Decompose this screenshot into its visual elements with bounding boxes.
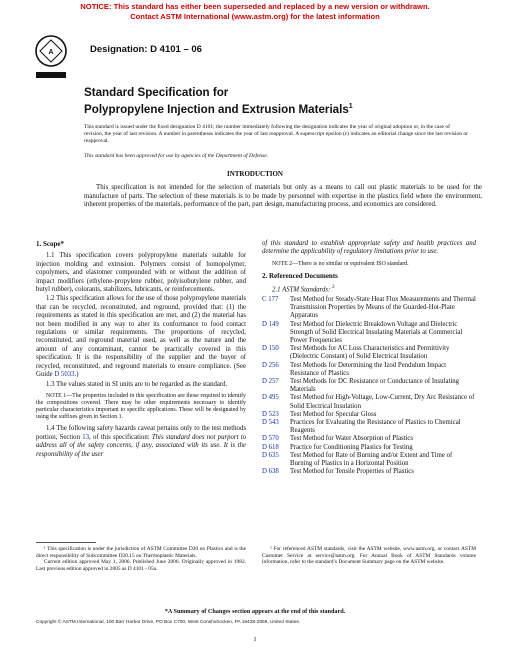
reference-designation-link[interactable]: D 618	[262, 443, 279, 451]
left-footnotes	[36, 542, 246, 572]
reference-title: Test Methods for DC Resistance or Conductance of Insulating Materials	[290, 378, 460, 394]
reference-item	[262, 378, 476, 394]
reference-item	[262, 296, 476, 321]
footnote-2: ² For referenced ASTM standards, visit the ASTM website, www.astm.org, or contact ASTM Customer Service at service@astm.org. For Annual Book of ASTM Standards volume information, refer to the standard’s Document Summary page on the ASTM website.	[262, 546, 476, 566]
footnote-1-edition: Current edition approved May 1, 2006. Published June 2006. Originally approved in 1982. Last previous edition approved in 2005 as D 4101 - 05a.	[36, 559, 246, 572]
section-1-2: 1.2 This specification allows for the use of those polypropylene materials that can be recycled, reconstituted, and reground, provided that: (1) the requirements as stated in this specification are met, and (2) the material has not been modified in any way to alter its conformance to food contact regulations or similar requirements. The proportions of recycled, reconstituted, and reground material used, as well as the nature and the amount of any contaminant, cannot be practically covered in this specification. It is the responsibility of the supplier and the buyer of recycled, reconstituted, and reground materials to ensure compliance. (See Guide D 5033.)	[36, 295, 246, 379]
title-footnote-marker: 1	[348, 102, 353, 110]
introduction-text: This specification is not intended for the selection of materials but only as a means to call out plastic materials to be used for the manufacture of parts. The selection of these materials is to be made by personnel with expertise in the plastics field where the environment, inherent properties of the materials, performance of the part, part design, manufacturing process, and economics are considered.	[84, 184, 482, 209]
reference-designation-link[interactable]: D 523	[262, 410, 279, 418]
astm-logo-icon	[34, 34, 68, 80]
referenced-documents-heading: 2. Referenced Documents	[262, 271, 338, 280]
reference-title: Test Methods for Determining the Izod Pendulum Impact Resistance of Plastics	[290, 361, 447, 377]
reference-designation-link[interactable]: D 543	[262, 419, 279, 427]
right-column	[262, 240, 476, 476]
reference-title: Practice for Conditioning Plastics for Testing	[290, 443, 413, 451]
reference-title: Test Method for Specular Gloss	[290, 410, 377, 418]
left-column	[36, 240, 246, 460]
reference-item	[262, 411, 476, 419]
issuance-statement: This standard is issued under the fixed designation D 4101; the number immediately following the designation indicates the year of original adoption or, in the case of revision, the year of last revision. A number in parentheses indicates the year of last reapproval. A superscript epsilon (ε) indicates an editorial change since the last revision or reapproval.	[84, 124, 468, 144]
reference-title: Test Method for Rate of Burning and/or Extent and Time of Burning of Plastics in a Horizontal Position	[290, 451, 453, 468]
section-1-3: 1.3 The values stated in SI units are to be regarded as the standard.	[46, 380, 228, 388]
section-1-4: 1.4 The following safety hazards caveat pertains only to the test methods portion, Section 13, of this specification: This standard does not purport to address all of the safety concerns, if any, associated with its use. It is the responsibility of the user	[36, 425, 246, 458]
designation: Designation: D 4101 – 06	[90, 44, 202, 55]
reference-designation-link[interactable]: D 150	[262, 345, 279, 353]
reference-title: Practices for Evaluating the Resistance of Plastics to Chemical Reagents	[290, 419, 461, 435]
dod-approval: This standard has been approved for use by agencies of the Department of Defense.	[84, 153, 269, 159]
withdrawal-notice	[0, 2, 510, 21]
reference-designation-link[interactable]: D 256	[262, 361, 279, 369]
introduction-heading: INTRODUCTION	[226, 170, 283, 178]
note-1: NOTE 1—The properties included in this specification are those required to identify the compositions covered. There may be other requirements necessary to identify particular characteristics important to specific applications. These will be designated by using the suffixes given in Section 1.	[36, 392, 246, 421]
reference-designation-link[interactable]: D 495	[262, 394, 279, 402]
page-number: 1	[253, 636, 257, 643]
reference-item	[262, 435, 476, 443]
summary-of-changes: *A Summary of Changes section appears at the end of this standard.	[164, 608, 346, 615]
reference-item	[262, 419, 476, 435]
reference-item	[262, 345, 476, 361]
reference-item	[262, 362, 476, 378]
section-13-link[interactable]: 13	[82, 433, 90, 441]
title-line-2: Polypropylene Injection and Extrusion Materials	[84, 102, 349, 116]
right-footnotes	[262, 542, 476, 566]
reference-item	[262, 321, 476, 346]
copyright: Copyright © ASTM International, 100 Barr Harbor Drive, PO Box C700, West Conshohocken, PA 19428-2959, United States.	[36, 620, 301, 625]
scope-heading: 1. Scope*	[36, 240, 64, 248]
safety-caveat-continued: of this standard to establish appropriate safety and health practices and determine the applicability of regulatory limitations prior to use.	[262, 240, 476, 256]
svg-text:A: A	[48, 49, 54, 56]
title-line-1: Standard Specification for	[84, 86, 229, 99]
reference-designation-link[interactable]: D 149	[262, 320, 279, 328]
reference-title: Test Method for Steady-State Heat Flux Measurements and Thermal Transmission Properties by Means of the Guarded-Hot-Plate Apparatus	[290, 295, 476, 320]
astm-standards-label: 2.1 ASTM Standards: $^2$	[272, 285, 335, 294]
document-title	[84, 86, 353, 116]
reference-item	[262, 468, 476, 476]
note-2: NOTE 2—There is no similar or equivalent ISO standard.	[272, 260, 409, 267]
notice-line-1: NOTICE: This standard has either been superseded and replaced by a new version or withdrawn.	[80, 2, 430, 11]
notice-line-2: Contact ASTM International (www.astm.org) for the latest information	[130, 11, 380, 21]
section-1-1: 1.1 This specification covers polypropylene materials suitable for injection molding and extrusion. Polymers consist of homopolymer, copolymers, and elastomer compounded with or without the addition of impact modifiers (ethylene-propylene rubber, polyisobutylene rubber, and butyl rubber), colorants, stabilizers, lubricants, or reinforcements.	[36, 252, 246, 294]
reference-list	[262, 296, 476, 476]
reference-designation-link[interactable]: C 177	[262, 295, 279, 303]
reference-item	[262, 394, 476, 410]
reference-title: Test Method for Water Absorption of Plastics	[290, 435, 414, 443]
reference-item	[262, 452, 476, 468]
reference-designation-link[interactable]: D 638	[262, 468, 279, 476]
reference-title: Test Method for Dielectric Breakdown Voltage and Dielectric Strength of Solid Electrical Insulating Materials at Commercial Power Frequencies	[290, 320, 463, 344]
reference-title: Test Method for High-Voltage, Low-Current, Dry Arc Resistance of Solid Electrical Insulation	[290, 394, 475, 410]
footnote-divider	[36, 542, 96, 543]
reference-title: Test Methods for AC Loss Characteristics and Permittivity (Dielectric Constant) of Solid Electrical Insulation	[290, 345, 450, 361]
reference-designation-link[interactable]: D 570	[262, 435, 279, 443]
footnote-1: ¹ This specification is under the jurisdiction of ASTM Committee D20 on Plastics and is the direct responsibility of Subcommittee D20.15 on Thermoplastic Materials.	[36, 546, 246, 559]
reference-designation-link[interactable]: D 257	[262, 378, 279, 386]
reference-title: Test Method for Tensile Properties of Plastics	[290, 468, 414, 476]
reference-designation-link[interactable]: D 635	[262, 451, 279, 459]
guide-d5033-link[interactable]: D 5033	[54, 371, 75, 379]
reference-item	[262, 444, 476, 452]
